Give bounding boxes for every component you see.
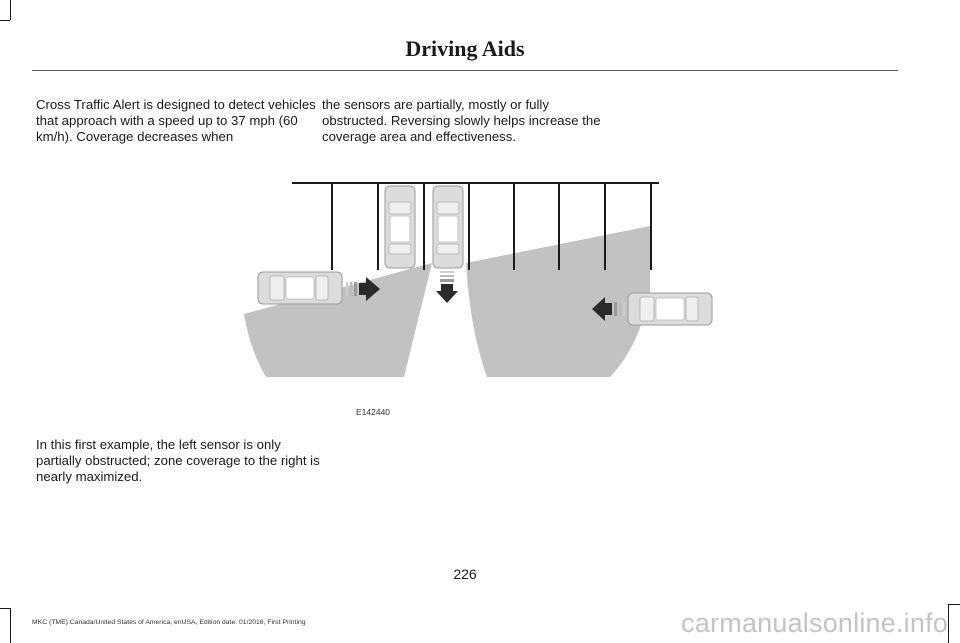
reversing-arrow	[436, 271, 458, 303]
right-column-paragraph: the sensors are partially, mostly or fully obstructed. Reversing slowly helps increase the coverage area and effectiveness.	[322, 97, 601, 144]
approaching-car-right	[628, 293, 712, 325]
figure-id: E142440	[356, 407, 391, 417]
page-number: 226	[453, 566, 477, 582]
watermark: carmanualsonline.info	[681, 608, 948, 638]
approaching-car-left	[258, 272, 342, 304]
example-paragraph: In this first example, the left sensor is only partially obstructed; zone coverage to the right is nearly maximized.	[36, 437, 320, 484]
page-title: Driving Aids	[405, 36, 525, 61]
parked-car-obstructing	[385, 186, 415, 268]
reversing-vehicle	[433, 186, 463, 268]
edition-footer: MKC (TME) Canada/United States of America, enUSA, Edition date: 01/2016, First Printing	[32, 619, 306, 626]
left-column-paragraph: Cross Traffic Alert is designed to detect vehicles that approach with a speed up to 37 mph (60 km/h). Coverage decreases when	[36, 97, 316, 144]
